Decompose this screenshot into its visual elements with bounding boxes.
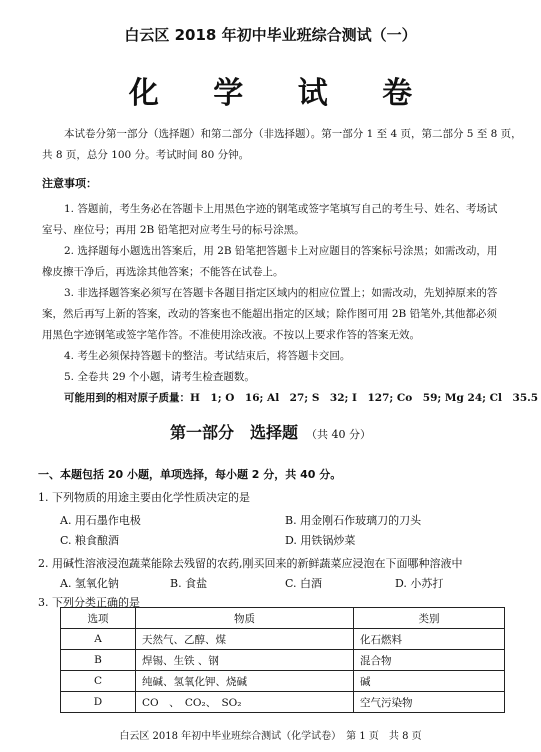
table-cell-substance: 纯碱、氢氧化钾、烧碱 (136, 671, 354, 692)
notice-item-4: 4. 考生必须保持答题卡的整洁。考试结束后，将答题卡交回。 (64, 350, 351, 362)
q3-stem: 3. 下列分类正确的是 (38, 596, 140, 609)
intro-line-1: 本试卷分第一部分（选择题）和第二部分（非选择题）。第一部分 1 至 4 页，第二部分 5 至 8 页， (64, 128, 522, 140)
table-cell-substance: CO 、 CO₂、 SO₂ (136, 692, 354, 713)
q2-option-c: C. 白酒 (285, 577, 323, 590)
section-title-text: 第一部分 选择题 (169, 423, 298, 442)
table-cell-option: C (61, 671, 136, 692)
table-row (61, 692, 505, 713)
subject-title: 化 学 试 卷 (128, 76, 435, 111)
q1-stem: 1. 下列物质的用途主要由化学性质决定的是 (38, 491, 250, 504)
notice-heading: 注意事项： (42, 177, 97, 190)
table-cell-category: 碱 (354, 671, 505, 692)
exam-title: 白云区 2018 年初中毕业班综合测试（一） (124, 26, 417, 44)
notice-item-1-line-2: 室号、座位号；再用 2B 铅笔把对应考生号的标号涂黑。 (42, 224, 305, 236)
table-header-row (61, 608, 505, 629)
notice-item-3-line-2: 案，然后再写上新的答案，改动的答案也不能超出指定的区域；除作图可用 2B 铅笔外,其他都必须 (42, 308, 497, 320)
section-title (0, 420, 541, 443)
table-cell-option: D (61, 692, 136, 713)
notice-item-2-line-2: 橡皮擦干净后，再选涂其他答案；不能答在试卷上。 (42, 266, 284, 278)
table-header-category: 类别 (354, 608, 505, 629)
intro-line-2: 共 8 页，总分 100 分。考试时间 80 分钟。 (42, 149, 250, 161)
q1-option-b: B. 用金刚石作玻璃刀的刀头 (285, 514, 422, 527)
table-row (61, 650, 505, 671)
table-row (61, 629, 505, 650)
table-header-substance: 物质 (136, 608, 354, 629)
q1-option-d: D. 用铁锅炒菜 (285, 534, 356, 547)
section-instruction: 一、本题包括 20 小题，单项选择，每小题 2 分，共 40 分。 (38, 468, 342, 481)
notice-item-3-line-3: 用黑色字迹钢笔或签字笔作答。不准使用涂改液。不按以上要求作答的答案无效。 (42, 329, 420, 341)
table-cell-substance: 天然气、乙醇、煤 (136, 629, 354, 650)
table-cell-category: 化石燃料 (354, 629, 505, 650)
table-header-option: 选项 (61, 608, 136, 629)
page-footer: 白云区 2018 年初中毕业班综合测试（化学试卷） 第 1 页 共 8 页 (119, 731, 422, 742)
section-points: （共 40 分） (306, 428, 371, 441)
notice-item-2-line-1: 2. 选择题每小题选出答案后，用 2B 铅笔把答题卡上对应题目的答案标号涂黑；如需改动，用 (64, 245, 498, 257)
q2-stem: 2. 用碱性溶液浸泡蔬菜能除去残留的农药,刚买回来的新鲜蔬菜应浸泡在下面哪种溶液中 (38, 557, 463, 570)
table-cell-option: B (61, 650, 136, 671)
table-row (61, 671, 505, 692)
q2-option-a: A. 氢氧化钠 (60, 577, 119, 590)
atomic-masses: 可能用到的相对原子质量：H 1; O 16; Al 27; S 32; I 127; Co 59; Mg 24; Cl 35.5 (64, 392, 539, 404)
q1-option-a: A. 用石墨作电极 (60, 514, 141, 527)
table-cell-option: A (61, 629, 136, 650)
q1-option-c: C. 粮食酿酒 (60, 534, 120, 547)
notice-item-5: 5. 全卷共 29 个小题，请考生检查题数。 (64, 371, 255, 383)
table-cell-substance: 焊锡、生铁 、钢 (136, 650, 354, 671)
table-cell-category: 混合物 (354, 650, 505, 671)
q2-option-b: B. 食盐 (170, 577, 208, 590)
notice-item-3-line-1: 3. 非选择题答案必须写在答题卡各题目指定区域内的相应位置上；如需改动，先划掉原来的答 (64, 287, 498, 299)
table-cell-category: 空气污染物 (354, 692, 505, 713)
q2-option-d: D. 小苏打 (395, 577, 444, 590)
classification-table (60, 607, 505, 713)
notice-item-1-line-1: 1. 答题前，考生务必在答题卡上用黑色字迹的钢笔或签字笔填写自己的考生号、姓名、考场试 (64, 203, 498, 215)
